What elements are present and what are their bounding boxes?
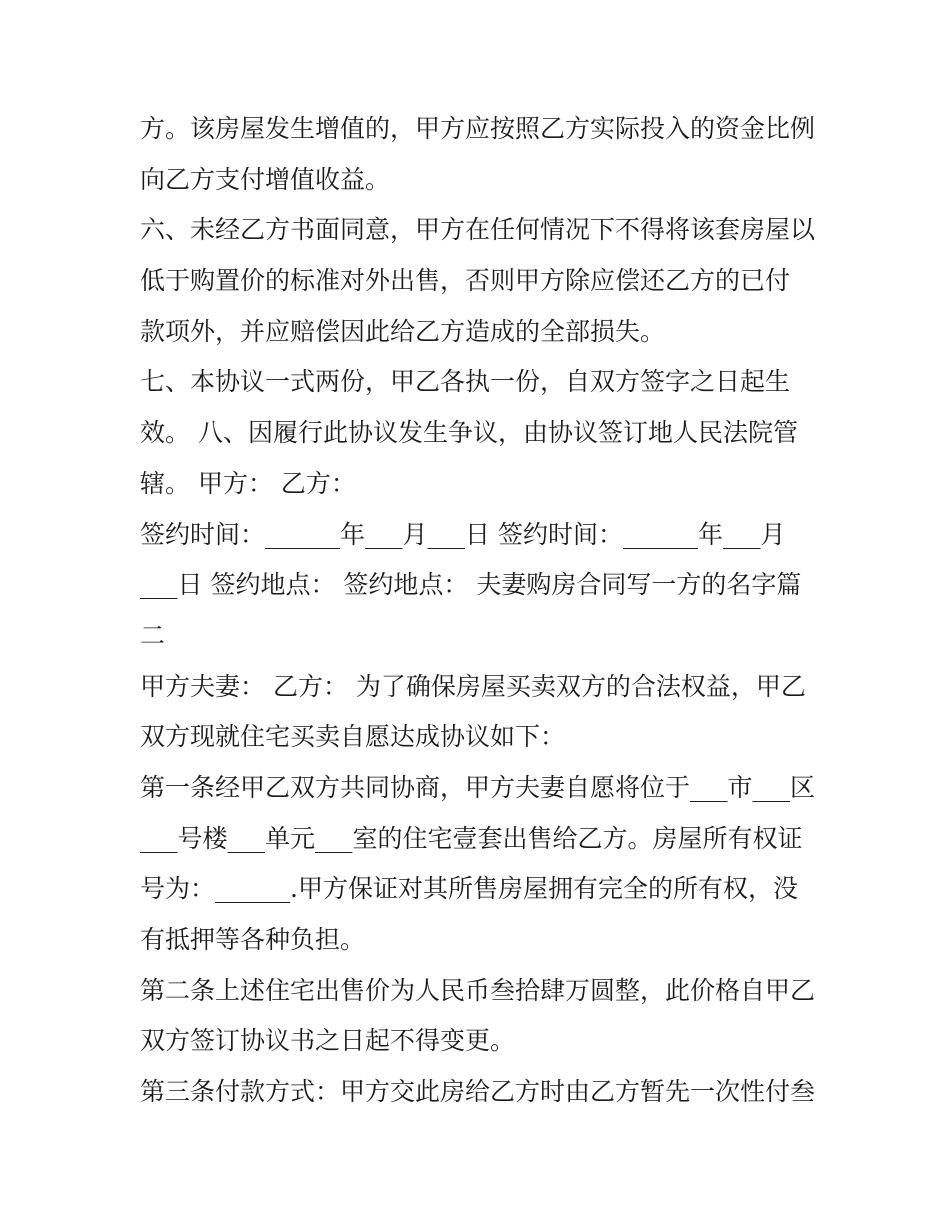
text-line: ___日 签约地点： 签约地点： 夫妻购房合同写一方的名字篇 [140, 570, 802, 600]
text-line: 低于购置价的标准对外出售，否则甲方除应偿还乙方的已付 [140, 266, 791, 296]
text-line: 款项外，并应赔偿因此给乙方造成的全部损失。 [140, 316, 666, 346]
text-line: 七、本协议一式两份，甲乙各执一份，自双方签字之日起生 [140, 367, 791, 397]
text-line: 辖。 甲方： 乙方： [140, 468, 356, 498]
text-line: 效。 八、因履行此协议发生争议，由协议签订地人民法院管 [140, 418, 798, 448]
text-line: 甲方夫妻： 乙方： 为了确保房屋买卖双方的合法权益，甲乙 [140, 671, 806, 701]
text-line: 向乙方支付增值收益。 [140, 164, 391, 194]
text-line: 六、未经乙方书面同意，甲方在任何情况下不得将该套房屋以 [140, 215, 816, 245]
contract-text [140, 104, 820, 1118]
text-line: 号为：______.甲方保证对其所售房屋拥有完全的所有权，没 [140, 874, 798, 904]
text-line: 第二条上述住宅出售价为人民币叁拾肆万圆整，此价格自甲乙 [140, 975, 816, 1005]
text-line: 双方现就住宅买卖自愿达成协议如下： [140, 722, 566, 752]
text-line: ___号楼___单元___室的住宅壹套出售给乙方。房屋所有权证 [140, 823, 803, 853]
text-line: 签约时间：______年___月___日 签约时间：______年___月 [140, 519, 786, 549]
text-line: 方。该房屋发生增值的，甲方应按照乙方实际投入的资金比例 [140, 114, 816, 143]
text-line: 第三条付款方式：甲方交此房给乙方时由乙方暂先一次性付叁 [140, 1077, 816, 1107]
text-line: 第一条经甲乙双方共同协商，甲方夫妻自愿将位于___市___区 [140, 772, 816, 802]
text-line: 有抵押等各种负担。 [140, 925, 366, 954]
text-line: 二 [140, 620, 166, 650]
text-line: 双方签订协议书之日起不得变更。 [140, 1026, 516, 1056]
